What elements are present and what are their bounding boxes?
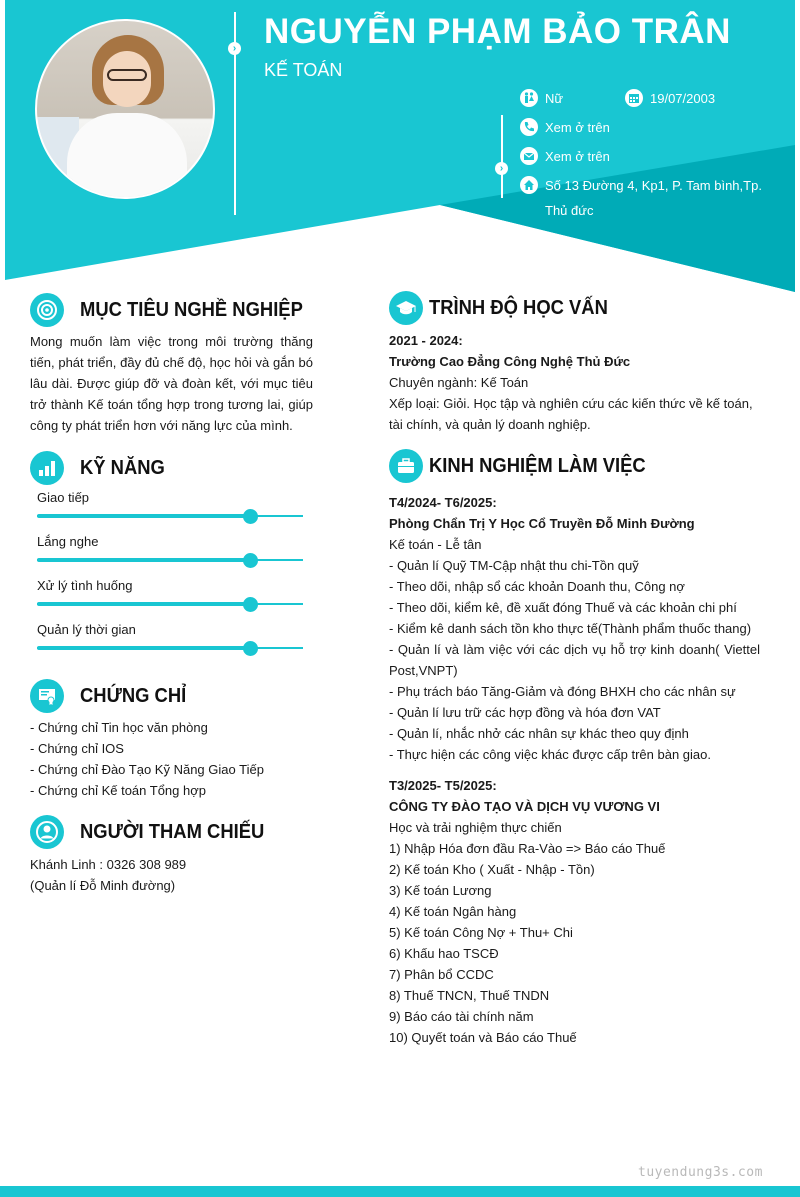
address-line-1: Số 13 Đường 4, Kp1, P. Tam bình,Tp. [545,178,762,193]
person-icon [30,815,64,849]
objective-text: Mong muốn làm việc trong môi trường thăng tiến, phát triển, đầy đủ chế độ, học hỏi và gắn bó lâu dài. Được giúp đỡ và đoàn kết, với mục tiêu trở thành Kế toán tổng hợp trong tương lai, giúp công ty phát triển hơn với năng lực của mình. [30,334,313,433]
objective-header [30,292,313,328]
skills-title: KỸ NĂNG [80,456,165,479]
job-duty: - Kiểm kê danh sách tồn kho thực tế(Thành phẩm thuốc thang) [389,621,752,636]
calendar-icon [625,89,643,107]
job-duty: - Phụ trách báo Tăng-Giảm và đóng BHXH cho các nhân sự [389,684,736,699]
skill-row [37,534,303,578]
skill-label: Xử lý tình huống [37,578,133,593]
phone-value: Xem ở trên [545,120,610,135]
address-row [520,173,762,223]
skill-fill [37,646,250,650]
contact-divider [501,115,503,198]
experience-title: KINH NGHIỆM LÀM VIỆC [429,454,646,477]
job-duty: 9) Báo cáo tài chính năm [389,1009,534,1024]
certificate-item: - Chứng chỉ Đào Tạo Kỹ Năng Giao Tiếp [30,762,264,777]
gender-icon [520,89,538,107]
footer-bar [0,1186,800,1197]
objective-title: MỤC TIÊU NGHỀ NGHIỆP [80,298,303,321]
experience-header [389,448,760,484]
education-period: 2021 - 2024: [389,333,463,348]
job-duty: - Thực hiện các công việc khác được cấp trên bàn giao. [389,747,711,762]
watermark-text: tuyendung3s.com [638,1165,763,1180]
job-duty: 10) Quyết toán và Báo cáo Thuế [389,1030,577,1045]
job-duty: 5) Kế toán Công Nợ + Thu+ Chi [389,925,573,940]
certificate-item: - Chứng chỉ IOS [30,741,124,756]
education-block [389,330,760,435]
gender-row [520,86,563,111]
job-duty: - Theo dõi, nhập sổ các khoản Doanh thu, Công nợ [389,579,685,594]
skill-label: Giao tiếp [37,490,90,505]
references-header [30,814,313,850]
candidate-name: NGUYỄN PHẠM BẢO TRÂN [264,12,731,51]
skill-level-knob [243,597,258,612]
job-entry [389,775,760,1048]
education-grade: Xếp loại: Giỏi. Học tập và nghiên cứu các kiến thức về kế toán, tài chính, và quản lý doanh nghiệp. [389,396,753,432]
right-column [389,290,760,1048]
certificates-list [30,717,313,801]
email-row [520,144,610,169]
job-duty: - Quản lí và làm việc với các dịch vụ hỗ trợ kinh doanh( Viettel Post,VNPT) [389,642,760,678]
certificate-item: - Chứng chỉ Kế toán Tổng hợp [30,783,206,798]
phone-icon [520,118,538,136]
certificate-icon [30,679,64,713]
job-period: T4/2024- T6/2025: [389,495,497,510]
reference-line-2: (Quản lí Đỗ Minh đường) [30,878,176,893]
education-major: Chuyên ngành: Kế Toán [389,375,529,390]
home-icon [520,176,538,194]
education-school: Trường Cao Đẳng Công Nghệ Thủ Đức [389,354,631,369]
job-position: Kế toán - Lễ tân [389,537,482,552]
job-duty: - Quản lí Quỹ TM-Cập nhật thu chi-Tồn quỹ [389,558,639,573]
job-duty: 8) Thuế TNCN, Thuế TNDN [389,988,550,1003]
job-duty: 4) Kế toán Ngân hàng [389,904,517,919]
phone-row [520,115,610,140]
job-duty: 7) Phân bổ CCDC [389,967,494,982]
skill-label: Lắng nghe [37,534,99,549]
education-title: TRÌNH ĐỘ HỌC VẤN [429,296,608,319]
job-entry [389,492,760,765]
skill-row [37,490,303,534]
skill-level-knob [243,641,258,656]
left-column [30,292,313,896]
references-title: NGƯỜI THAM CHIẾU [80,820,265,843]
reference-line-1: Khánh Linh : 0326 308 989 [30,857,187,872]
job-duty: 3) Kế toán Lương [389,883,492,898]
job-duty: - Theo dõi, kiểm kê, đề xuất đóng Thuế và các khoản chi phí [389,600,737,615]
certificate-item: - Chứng chỉ Tin học văn phòng [30,720,208,735]
skill-level-knob [243,553,258,568]
chevron-right-icon: › [495,162,508,175]
bar-chart-icon [30,451,64,485]
skill-label: Quản lý thời gian [37,622,136,637]
skill-fill [37,558,250,562]
skill-row [37,578,303,622]
job-period: T3/2025- T5/2025: [389,778,497,793]
certificates-title: CHỨNG CHỈ [80,684,187,707]
certificates-header [30,678,313,714]
job-duty: 6) Khấu hao TSCĐ [389,946,499,961]
job-duty: 1) Nhập Hóa đơn đầu Ra-Vào => Báo cáo Thuế [389,841,666,856]
skill-fill [37,602,250,606]
candidate-title: KẾ TOÁN [264,60,343,80]
header-banner [0,0,800,300]
briefcase-icon [389,449,423,483]
avatar [35,19,215,199]
chevron-right-icon: › [228,42,241,55]
skill-fill [37,514,250,518]
graduation-cap-icon [389,291,423,325]
job-duty: 2) Kế toán Kho ( Xuất - Nhập - Tồn) [389,862,595,877]
birthdate-value: 19/07/2003 [650,91,716,106]
experience-list [389,492,760,1048]
address-line-2: Thủ đức [545,203,594,218]
job-duty: - Quản lí, nhắc nhở các nhân sự khác theo quy định [389,726,689,741]
envelope-icon [520,147,538,165]
email-value: Xem ở trên [545,149,610,164]
job-company: CÔNG TY ĐÀO TẠO VÀ DỊCH VỤ VƯƠNG VI [389,799,660,814]
skill-level-knob [243,509,258,524]
job-company: Phòng Chẩn Trị Y Học Cổ Truyền Đỗ Minh Đường [389,516,695,531]
birthdate-row [625,86,715,111]
education-header [389,290,760,326]
target-icon [30,293,64,327]
skill-row [37,622,303,666]
skills-list [30,490,313,666]
job-position: Học và trải nghiệm thực chiến [389,820,562,835]
gender-value: Nữ [545,91,564,106]
skills-header [30,450,313,486]
job-duty: - Quản lí lưu trữ các hợp đồng và hóa đơn VAT [389,705,661,720]
references-text [30,854,313,896]
